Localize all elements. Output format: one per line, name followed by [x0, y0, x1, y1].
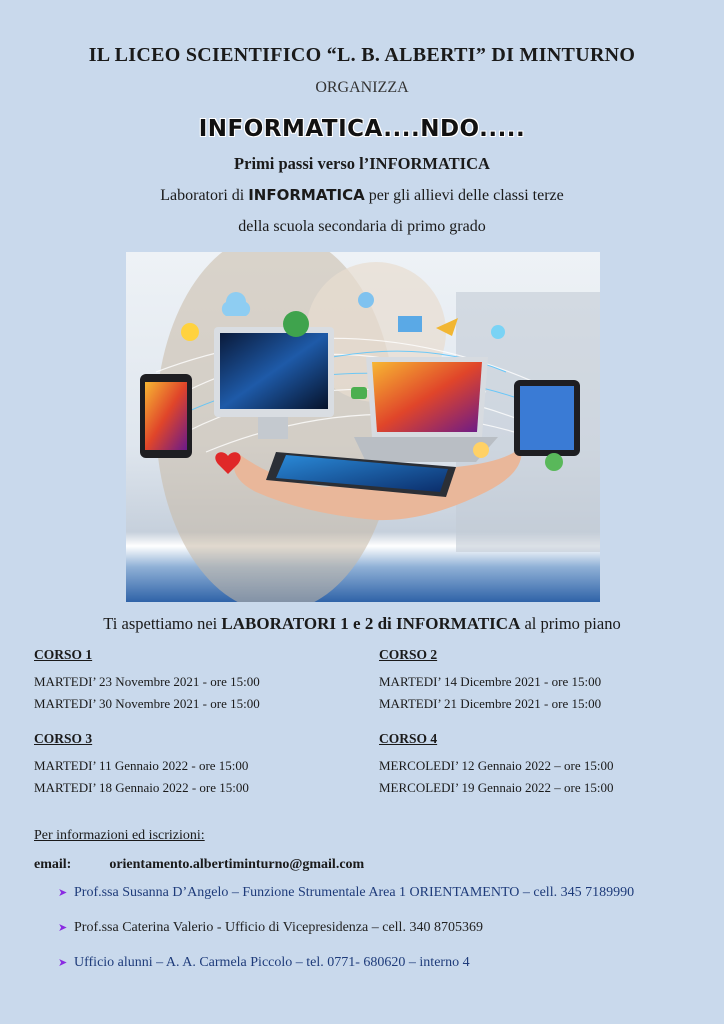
contact-item — [58, 955, 470, 971]
course-title: CORSO 1 — [34, 647, 93, 662]
course-date: MARTEDI’ 23 Novembre 2021 - ore 15:00 — [34, 674, 260, 689]
course-1 — [34, 647, 260, 715]
event-title: INFORMATICA....NDO..... — [198, 116, 526, 142]
event-subtitle: Primi passi verso l’INFORMATICA — [234, 154, 490, 173]
course-date: MARTEDI’ 30 Novembre 2021 - ore 15:00 — [34, 696, 260, 711]
course-date: MARTEDI’ 18 Gennaio 2022 - ore 15:00 — [34, 780, 249, 795]
lab-post: per gli allievi delle classi terze — [364, 187, 564, 204]
lab-strong: INFORMATICA — [248, 186, 365, 204]
info-heading: Per informazioni ed iscrizioni: — [34, 828, 205, 843]
email-row — [34, 857, 364, 873]
bullet-arrow-icon: ➤ — [58, 922, 68, 934]
email-link[interactable]: orientamento.albertiminturno@gmail.com — [109, 857, 365, 872]
contact-text: Ufficio alunni – A. A. Carmela Piccolo – tel. 0771- 680620 – interno 4 — [74, 955, 470, 970]
tagline — [0, 614, 724, 634]
course-date: MARTEDI’ 11 Gennaio 2022 - ore 15:00 — [34, 758, 249, 773]
email-label: email: — [34, 857, 72, 872]
lab-description — [0, 186, 724, 205]
course-date: MARTEDI’ 14 Dicembre 2021 - ore 15:00 — [379, 674, 602, 689]
course-title: CORSO 3 — [34, 731, 93, 746]
contact-text: Prof.ssa Susanna D’Angelo – Funzione Strumentale Area 1 ORIENTAMENTO – cell. 345 7189990 — [74, 885, 635, 900]
tagline-post: al primo piano — [520, 614, 621, 633]
bullet-arrow-icon: ➤ — [58, 957, 68, 969]
course-date: MARTEDI’ 21 Dicembre 2021 - ore 15:00 — [379, 696, 602, 711]
course-title: CORSO 2 — [379, 647, 438, 662]
organizza-label: ORGANIZZA — [315, 79, 409, 96]
hero-image — [126, 252, 600, 602]
course-date: MERCOLEDI’ 12 Gennaio 2022 – ore 15:00 — [379, 758, 614, 773]
course-2 — [379, 647, 601, 715]
course-date: MERCOLEDI’ 19 Gennaio 2022 – ore 15:00 — [379, 780, 614, 795]
tagline-pre: Ti aspettiamo nei — [103, 614, 222, 633]
bullet-arrow-icon: ➤ — [58, 887, 68, 899]
course-title: CORSO 4 — [379, 731, 438, 746]
tagline-strong: LABORATORI 1 e 2 di INFORMATICA — [221, 614, 521, 633]
course-3 — [34, 731, 249, 799]
school-name: IL LICEO SCIENTIFICO “L. B. ALBERTI” DI MINTURNO — [88, 44, 636, 66]
devices-illustration — [126, 252, 600, 602]
course-4 — [379, 731, 613, 799]
contact-text: Prof.ssa Caterina Valerio - Ufficio di Vicepresidenza – cell. 340 8705369 — [74, 920, 483, 935]
lab-description-line2: della scuola secondaria di primo grado — [238, 218, 486, 235]
lab-pre: Laboratori di — [160, 187, 249, 204]
contact-item — [58, 920, 483, 936]
contact-item — [58, 885, 634, 901]
